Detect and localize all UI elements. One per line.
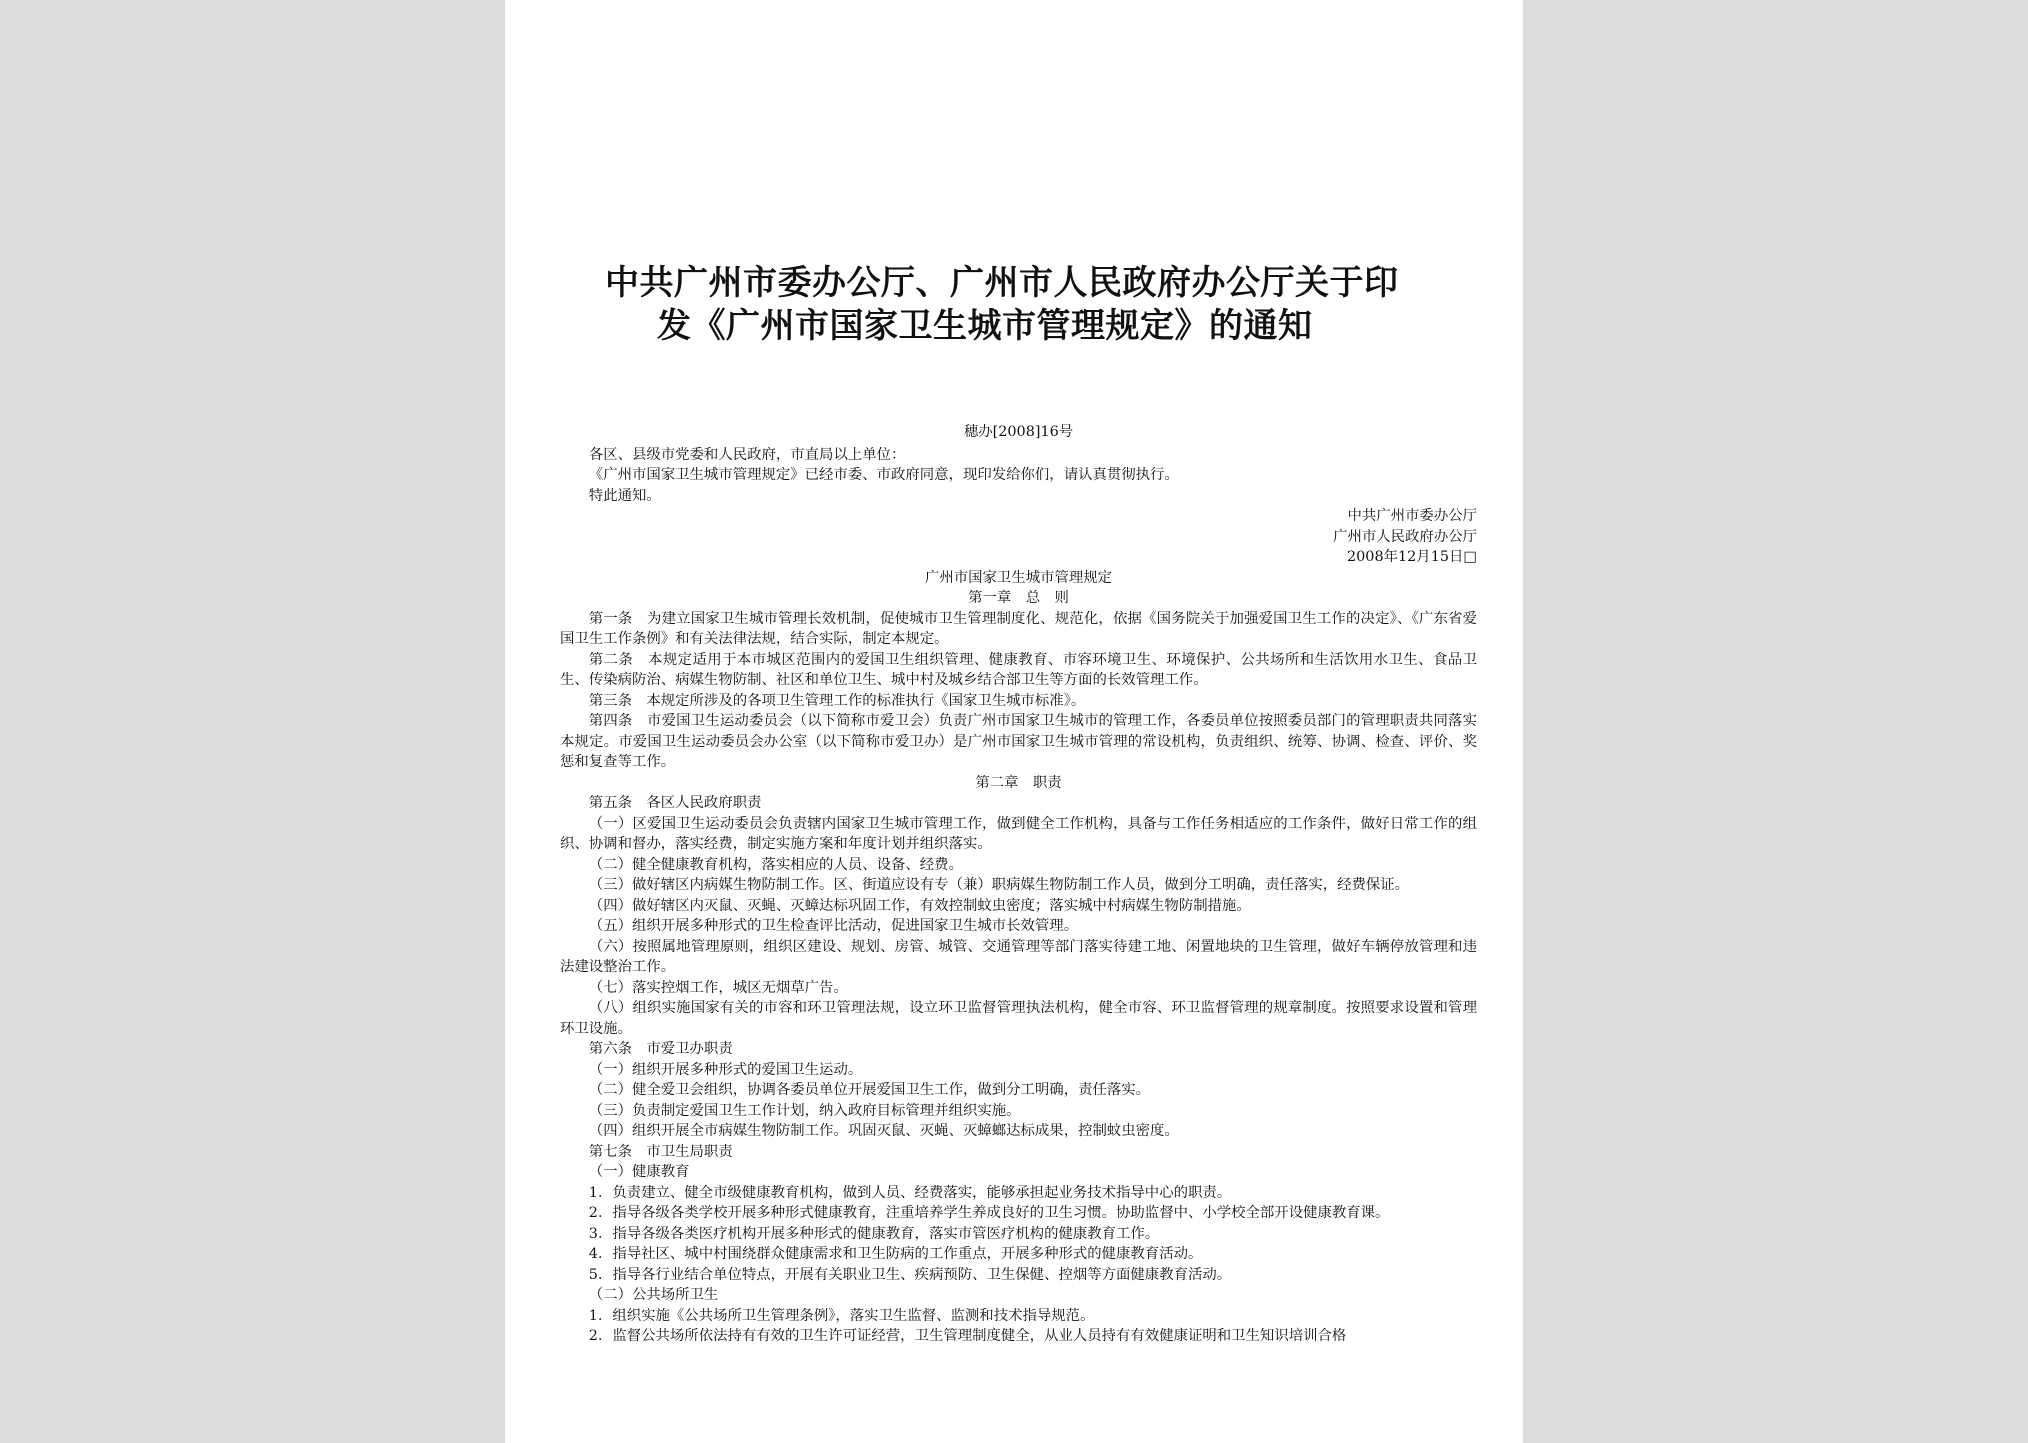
issue-date: 2008年12月15日□ (1346, 549, 1477, 565)
document-body (560, 422, 1477, 1347)
article-item: 1．组织实施《公共场所卫生管理条例》，落实卫生监督、监测和技术指导规范。 (588, 1307, 1095, 1324)
title-line-2: 发《广州市国家卫生城市管理规定》的通知 (657, 306, 1313, 346)
article-item: （七）落实控烟工作，城区无烟草广告。 (588, 979, 848, 996)
article-item: 2．监督公共场所依法持有有效的卫生许可证经营，卫生管理制度健全，从业人员持有有效健康证明和卫生知识培训合格 (588, 1328, 1347, 1344)
article-item: 5．指导各行业结合单位特点，开展有关职业卫生、疾病预防、卫生保健、控烟等方面健康教育活动。 (588, 1266, 1232, 1283)
article-item: 4．指导社区、城中村围绕群众健康需求和卫生防病的工作重点，开展多种形式的健康教育活动。 (588, 1246, 1203, 1262)
article-paragraph: 第二条 本规定适用于本市城区范围内的爱国卫生组织管理、健康教育、市容环境卫生、环境保护、公共场所和生活饮用水卫生、食品卫生、传染病防治、病媒生物防制、社区和单位卫生、城中村及城乡结合部卫生等方面的长效管理工作。 (560, 651, 1477, 688)
article-item: （一）区爱国卫生运动委员会负责辖内国家卫生城市管理工作，做到健全工作机构，具备与工作任务相适应的工作条件，做好日常工作的组织、协调和督办，落实经费，制定实施方案和年度计划并组织落实。 (560, 815, 1477, 852)
article-item: 1．负责建立、健全市级健康教育机构，做到人员、经费落实，能够承担起业务技术指导中心的职责。 (588, 1184, 1232, 1201)
article-item: （四）做好辖区内灭鼠、灭蝇、灭蟑达标巩固工作，有效控制蚊虫密度；落实城中村病媒生物防制措施。 (588, 897, 1251, 914)
article-item: （五）组织开展多种形式的卫生检查评比活动，促进国家卫生城市长效管理。 (588, 918, 1079, 934)
article-item: （二）健全爱卫会组织，协调各委员单位开展爱国卫生工作，做到分工明确，责任落实。 (588, 1082, 1151, 1098)
article-item: （三）负责制定爱国卫生工作计划，纳入政府目标管理并组织实施。 (588, 1102, 1021, 1119)
regulation-title: 广州市国家卫生城市管理规定 (924, 569, 1113, 586)
article-section: （二）公共场所卫生 (588, 1287, 719, 1303)
title-line-1: 中共广州市委办公厅、广州市人民政府办公厅关于印 (605, 263, 1399, 303)
addressee: 各区、县级市党委和人民政府，市直局以上单位： (588, 446, 906, 463)
article-item: （四）组织开展全市病媒生物防制工作。巩固灭鼠、灭蝇、灭蟑螂达标成果，控制蚊虫密度。 (588, 1123, 1179, 1139)
document-title (505, 262, 1523, 348)
closing-text: 特此通知。 (588, 487, 661, 504)
article-item: 3．指导各级各类医疗机构开展多种形式的健康教育，落实市管医疗机构的健康教育工作。 (588, 1225, 1160, 1242)
article-item: （一）组织开展多种形式的爱国卫生运动。 (588, 1061, 863, 1078)
article-paragraph: 第五条 各区人民政府职责 (588, 795, 762, 811)
document-page (505, 0, 1523, 1443)
issuer-2: 广州市人民政府办公厅 (1333, 528, 1477, 545)
article-paragraph: 第四条 市爱国卫生运动委员会（以下简称市爱卫会）负责广州市国家卫生城市的管理工作，各委员单位按照委员部门的管理职责共同落实本规定。市爱国卫生运动委员会办公室（以下简称市爱卫办）是广州市国家卫生城市管理的常设机构，负责组织、统筹、协调、检查、评价、奖惩和复查等工作。 (560, 713, 1477, 770)
article-item: （二）健全健康教育机构，落实相应的人员、设备、经费。 (588, 856, 963, 873)
article-paragraph: 第七条 市卫生局职责 (588, 1143, 733, 1160)
chapter-heading: 第一章 总 则 (968, 590, 1069, 606)
article-section: （一）健康教育 (588, 1164, 690, 1180)
document-number: 穗办[2008]16号 (963, 424, 1074, 440)
article-item: （六）按照属地管理原则，组织区建设、规划、房管、城管、交通管理等部门落实待建工地、闲置地块的卫生管理，做好车辆停放管理和违法建设整治工作。 (560, 938, 1477, 975)
notice-text: 《广州市国家卫生城市管理规定》已经市委、市政府同意，现印发给你们，请认真贯彻执行。 (588, 467, 1179, 483)
article-item: 2．指导各级各类学校开展多种形式健康教育，注重培养学生养成良好的卫生习惯。协助监督中、小学校全部开设健康教育课。 (588, 1205, 1390, 1221)
chapter-heading: 第二章 职责 (975, 774, 1062, 791)
article-item: （八）组织实施国家有关的市容和环卫管理法规，设立环卫监督管理执法机构，健全市容、环卫监督管理的规章制度。按照要求设置和管理环卫设施。 (560, 1000, 1477, 1037)
issuer-1: 中共广州市委办公厅 (1347, 508, 1477, 524)
article-paragraph: 第六条 市爱卫办职责 (588, 1041, 733, 1057)
article-paragraph: 第三条 本规定所涉及的各项卫生管理工作的标准执行《国家卫生城市标准》。 (588, 692, 1086, 709)
article-paragraph: 第一条 为建立国家卫生城市管理长效机制，促使城市卫生管理制度化、规范化，依据《国务院关于加强爱国卫生工作的决定》、《广东省爱国卫生工作条例》和有关法律法规，结合实际，制定本规定。 (560, 610, 1477, 647)
article-item: （三）做好辖区内病媒生物防制工作。区、街道应设有专（兼）职病媒生物防制工作人员，做到分工明确，责任落实，经费保证。 (588, 877, 1410, 893)
